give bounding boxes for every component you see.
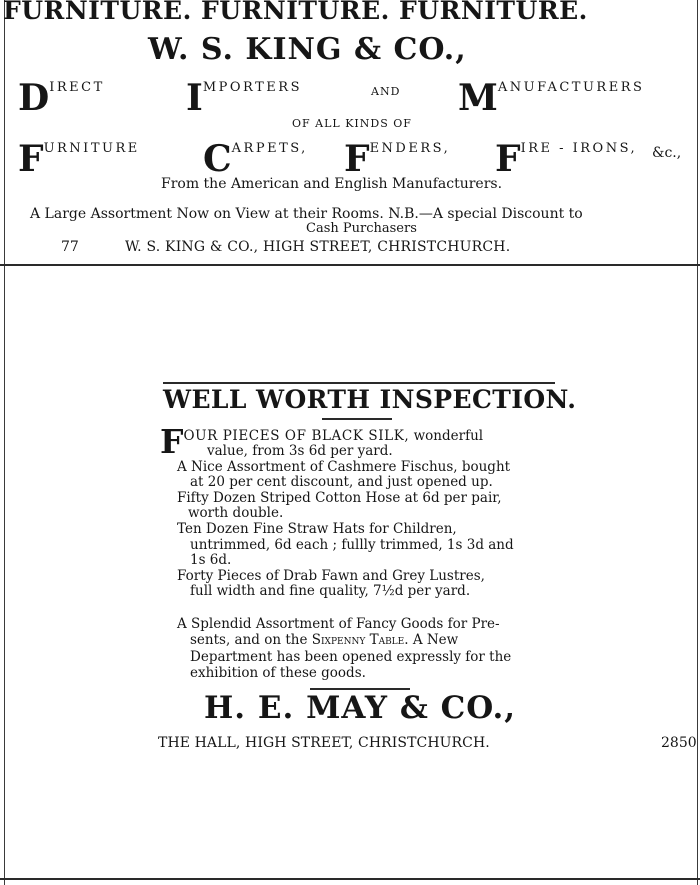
item-lustres-line2: full width and fine quality, 7½d per yard. — [190, 583, 471, 599]
dropcap-i: I — [186, 77, 203, 119]
ad-divider-bottom — [0, 878, 700, 880]
item-lustres-line1: Forty Pieces of Drab Fawn and Grey Lustres, — [177, 568, 485, 584]
may-firm-name: H. E. MAY & CO., — [204, 690, 517, 726]
left-column-rule — [4, 0, 5, 885]
goods-etc: &c., — [652, 145, 682, 161]
importers-word — [186, 77, 302, 119]
dropcap-f-four: F — [160, 422, 184, 461]
item-hose-line1: Fifty Dozen Striped Cotton Hose at 6d per pair, — [177, 490, 502, 506]
fancy-goods-line2-b: A New — [408, 632, 459, 648]
item-fischus-line2: at 20 per cent discount, and just opened up. — [190, 474, 493, 490]
assortment-line: A Large Assortment Now on View at their Rooms. N.B.—A special Discount to — [30, 206, 583, 222]
dropcap-f-fire: F — [495, 138, 521, 180]
right-column-rule — [697, 0, 698, 885]
direct-importers-line — [18, 77, 105, 119]
word-mporters: MPORTERS — [202, 80, 302, 95]
goods-carpets — [203, 138, 308, 180]
black-silk-tail: wonderful — [409, 428, 484, 444]
dropcap-f-fenders: F — [344, 138, 370, 180]
word-irect: IRECT — [49, 80, 105, 95]
king-ad-number: 77 — [61, 239, 79, 255]
dropcap-m: M — [458, 77, 498, 119]
word-and: AND — [371, 85, 401, 98]
item-fancy-goods-line1: A Splendid Assortment of Fancy Goods for Pre- — [177, 616, 500, 632]
origin-line: From the American and English Manufacturers. — [161, 176, 503, 192]
item-fancy-goods-line4: exhibition of these goods. — [190, 665, 366, 681]
well-worth-title: WELL WORTH INSPECTION. — [163, 385, 577, 414]
item-fischus-line1: A Nice Assortment of Cashmere Fischus, bought — [177, 459, 511, 475]
dropcap-d: D — [18, 77, 50, 119]
may-address: THE HALL, HIGH STREET, CHRISTCHURCH. — [158, 735, 490, 751]
black-silk-lead: OUR PIECES OF BLACK SILK, — [183, 428, 410, 444]
item-hats-line1: Ten Dozen Fine Straw Hats for Children, — [177, 521, 457, 537]
cash-purchasers-line: Cash Purchasers — [306, 221, 417, 236]
item-hats-line2: untrimmed, 6d each ; fullly trimmed, 1s 3d and — [190, 537, 514, 553]
furniture-headline: FURNITURE. FURNITURE. FURNITURE. — [3, 0, 588, 25]
title-rule-top — [163, 382, 555, 384]
goods-fire-irons — [495, 138, 638, 180]
goods-fenders — [344, 138, 451, 180]
word-arpets: ARPETS, — [231, 141, 308, 156]
title-rule-short — [322, 418, 392, 420]
item-fancy-goods-line2 — [190, 633, 458, 648]
item-hats-line3: 1s 6d. — [190, 552, 232, 568]
fancy-goods-line2-a: sents, and on the — [190, 632, 312, 648]
word-anufacturers: ANUFACTURERS — [497, 80, 645, 95]
king-address: W. S. KING & CO., HIGH STREET, CHRISTCHURCH. — [125, 239, 511, 255]
word-urniture: URNITURE — [43, 141, 140, 156]
manufacturers-word — [458, 77, 645, 119]
may-ad-number: 2850 — [661, 735, 697, 751]
word-enders: ENDERS, — [369, 141, 451, 156]
dropcap-c: C — [203, 138, 232, 180]
word-ire-irons: IRE - IRONS, — [520, 141, 638, 156]
of-all-kinds-line: OF ALL KINDS OF — [292, 117, 412, 130]
dropcap-f-furniture: F — [18, 138, 44, 180]
item-fancy-goods-line3: Department has been opened expressly for the — [190, 649, 512, 665]
item-black-silk-line2: value, from 3s 6d per yard. — [207, 443, 393, 459]
ad-divider-top — [0, 264, 700, 266]
item-hose-line2: worth double. — [188, 505, 284, 521]
sixpenny-table-smallcaps: Sixpenny Table. — [311, 632, 409, 648]
goods-furniture — [18, 138, 140, 180]
king-firm-name: W. S. KING & CO., — [148, 32, 467, 67]
